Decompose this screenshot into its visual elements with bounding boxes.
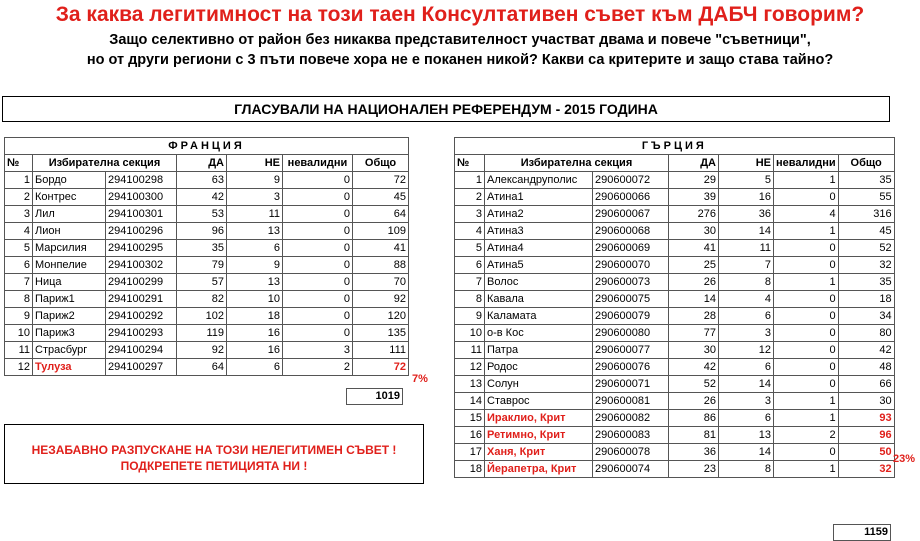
callout-line-1: НЕЗАБАВНО РАЗПУСКАНЕ НА ТОЗИ НЕЛЕГИТИМЕН СЪВЕТ ! bbox=[31, 443, 397, 457]
row-total: 50 bbox=[838, 444, 894, 461]
row-yes: 276 bbox=[669, 206, 719, 223]
france-table bbox=[4, 137, 409, 376]
row-yes: 64 bbox=[177, 359, 227, 376]
row-city: Тулуза bbox=[33, 359, 106, 376]
row-yes: 29 bbox=[669, 172, 719, 189]
france-title: ФРАНЦИЯ bbox=[5, 138, 409, 155]
table-row bbox=[5, 257, 409, 274]
row-code: 290600078 bbox=[593, 444, 669, 461]
row-number: 7 bbox=[455, 274, 485, 291]
row-total: 45 bbox=[353, 189, 409, 206]
row-no: 18 bbox=[227, 308, 283, 325]
row-city: Ханя, Крит bbox=[485, 444, 593, 461]
table-row bbox=[455, 461, 895, 478]
row-yes: 30 bbox=[669, 342, 719, 359]
row-invalid: 0 bbox=[283, 240, 353, 257]
row-code: 290600082 bbox=[593, 410, 669, 427]
row-total: 120 bbox=[353, 308, 409, 325]
row-total: 30 bbox=[838, 393, 894, 410]
row-number: 11 bbox=[5, 342, 33, 359]
col-yes: ДА bbox=[177, 155, 227, 172]
row-code: 290600081 bbox=[593, 393, 669, 410]
row-no: 11 bbox=[719, 240, 774, 257]
row-total: 64 bbox=[353, 206, 409, 223]
row-city: Атина4 bbox=[485, 240, 593, 257]
row-total: 316 bbox=[838, 206, 894, 223]
col-total: Общо bbox=[353, 155, 409, 172]
row-total: 72 bbox=[353, 172, 409, 189]
row-city: Париж3 bbox=[33, 325, 106, 342]
row-no: 5 bbox=[719, 172, 774, 189]
row-code: 290600068 bbox=[593, 223, 669, 240]
row-yes: 82 bbox=[177, 291, 227, 308]
row-invalid: 0 bbox=[283, 189, 353, 206]
row-code: 294100291 bbox=[106, 291, 177, 308]
row-city: Родос bbox=[485, 359, 593, 376]
row-number: 12 bbox=[455, 359, 485, 376]
row-city: Марсилия bbox=[33, 240, 106, 257]
row-no: 6 bbox=[719, 308, 774, 325]
row-no: 7 bbox=[719, 257, 774, 274]
row-code: 294100292 bbox=[106, 308, 177, 325]
row-city: о-в Кос bbox=[485, 325, 593, 342]
row-total: 32 bbox=[838, 257, 894, 274]
row-invalid: 0 bbox=[283, 308, 353, 325]
table-row bbox=[455, 393, 895, 410]
table-row bbox=[455, 325, 895, 342]
table-row bbox=[455, 427, 895, 444]
table-row bbox=[5, 359, 409, 376]
row-no: 16 bbox=[719, 189, 774, 206]
col-no: НЕ bbox=[719, 155, 774, 172]
row-yes: 25 bbox=[669, 257, 719, 274]
row-yes: 42 bbox=[177, 189, 227, 206]
table-row bbox=[455, 257, 895, 274]
row-total: 66 bbox=[838, 376, 894, 393]
row-number: 2 bbox=[455, 189, 485, 206]
row-code: 294100301 bbox=[106, 206, 177, 223]
row-code: 290600067 bbox=[593, 206, 669, 223]
row-yes: 14 bbox=[669, 291, 719, 308]
row-no: 9 bbox=[227, 257, 283, 274]
table-row bbox=[455, 291, 895, 308]
subtitle-line-1: Защо селективно от район без никаква представителност участват двама и повече "съветници", bbox=[109, 32, 811, 48]
row-yes: 52 bbox=[669, 376, 719, 393]
row-code: 290600079 bbox=[593, 308, 669, 325]
table-row bbox=[5, 189, 409, 206]
table-row bbox=[5, 274, 409, 291]
row-city: Атина3 bbox=[485, 223, 593, 240]
row-invalid: 0 bbox=[283, 172, 353, 189]
row-number: 15 bbox=[455, 410, 485, 427]
row-number: 8 bbox=[5, 291, 33, 308]
row-no: 8 bbox=[719, 274, 774, 291]
row-yes: 36 bbox=[669, 444, 719, 461]
row-number: 9 bbox=[5, 308, 33, 325]
row-code: 294100300 bbox=[106, 189, 177, 206]
row-city: Контрес bbox=[33, 189, 106, 206]
row-no: 11 bbox=[227, 206, 283, 223]
row-invalid: 3 bbox=[283, 342, 353, 359]
table-row bbox=[5, 342, 409, 359]
row-yes: 96 bbox=[177, 223, 227, 240]
row-code: 290600077 bbox=[593, 342, 669, 359]
row-total: 93 bbox=[838, 410, 894, 427]
row-no: 10 bbox=[227, 291, 283, 308]
row-total: 32 bbox=[838, 461, 894, 478]
row-invalid: 0 bbox=[774, 240, 839, 257]
row-code: 294100295 bbox=[106, 240, 177, 257]
table-row bbox=[455, 274, 895, 291]
row-no: 6 bbox=[719, 410, 774, 427]
row-city: Бордо bbox=[33, 172, 106, 189]
col-section: Избирателна секция bbox=[33, 155, 177, 172]
row-yes: 39 bbox=[669, 189, 719, 206]
row-number: 14 bbox=[455, 393, 485, 410]
row-yes: 26 bbox=[669, 393, 719, 410]
row-no: 16 bbox=[227, 342, 283, 359]
col-total: Общо bbox=[838, 155, 894, 172]
row-code: 294100302 bbox=[106, 257, 177, 274]
row-number: 1 bbox=[5, 172, 33, 189]
row-number: 18 bbox=[455, 461, 485, 478]
row-number: 13 bbox=[455, 376, 485, 393]
col-invalid: невалидни bbox=[774, 155, 839, 172]
row-invalid: 1 bbox=[774, 461, 839, 478]
row-city: Ретимно, Крит bbox=[485, 427, 593, 444]
row-invalid: 4 bbox=[774, 206, 839, 223]
row-no: 13 bbox=[719, 427, 774, 444]
row-number: 16 bbox=[455, 427, 485, 444]
row-number: 9 bbox=[455, 308, 485, 325]
row-invalid: 0 bbox=[774, 189, 839, 206]
row-city: Каламата bbox=[485, 308, 593, 325]
row-code: 290600074 bbox=[593, 461, 669, 478]
row-invalid: 0 bbox=[774, 257, 839, 274]
table-row bbox=[455, 172, 895, 189]
row-code: 290600066 bbox=[593, 189, 669, 206]
row-invalid: 1 bbox=[774, 410, 839, 427]
row-total: 92 bbox=[353, 291, 409, 308]
col-yes: ДА bbox=[669, 155, 719, 172]
col-num: № bbox=[5, 155, 33, 172]
row-invalid: 1 bbox=[774, 223, 839, 240]
row-no: 6 bbox=[227, 359, 283, 376]
row-code: 290600073 bbox=[593, 274, 669, 291]
row-yes: 23 bbox=[669, 461, 719, 478]
row-no: 13 bbox=[227, 223, 283, 240]
table-row bbox=[455, 342, 895, 359]
row-invalid: 2 bbox=[774, 427, 839, 444]
row-no: 6 bbox=[719, 359, 774, 376]
row-yes: 57 bbox=[177, 274, 227, 291]
row-code: 294100299 bbox=[106, 274, 177, 291]
row-city: Волос bbox=[485, 274, 593, 291]
row-code: 290600070 bbox=[593, 257, 669, 274]
row-yes: 53 bbox=[177, 206, 227, 223]
row-city: Монпелие bbox=[33, 257, 106, 274]
table-row bbox=[455, 359, 895, 376]
row-total: 45 bbox=[838, 223, 894, 240]
greece-table bbox=[454, 137, 895, 478]
row-total: 35 bbox=[838, 172, 894, 189]
row-total: 111 bbox=[353, 342, 409, 359]
row-yes: 42 bbox=[669, 359, 719, 376]
col-num: № bbox=[455, 155, 485, 172]
row-yes: 86 bbox=[669, 410, 719, 427]
row-no: 13 bbox=[227, 274, 283, 291]
row-invalid: 1 bbox=[774, 393, 839, 410]
table-row bbox=[5, 308, 409, 325]
row-number: 10 bbox=[5, 325, 33, 342]
row-code: 290600072 bbox=[593, 172, 669, 189]
row-yes: 79 bbox=[177, 257, 227, 274]
row-code: 290600075 bbox=[593, 291, 669, 308]
row-number: 17 bbox=[455, 444, 485, 461]
row-city: Лил bbox=[33, 206, 106, 223]
row-number: 10 bbox=[455, 325, 485, 342]
row-no: 14 bbox=[719, 444, 774, 461]
table-row bbox=[455, 410, 895, 427]
row-invalid: 0 bbox=[774, 308, 839, 325]
row-no: 36 bbox=[719, 206, 774, 223]
row-total: 48 bbox=[838, 359, 894, 376]
row-invalid: 0 bbox=[774, 376, 839, 393]
page-title: За каква легитимност на този таен Консултативен съвет към ДАБЧ говорим? bbox=[55, 3, 865, 26]
row-yes: 41 bbox=[669, 240, 719, 257]
row-yes: 28 bbox=[669, 308, 719, 325]
row-code: 290600083 bbox=[593, 427, 669, 444]
row-total: 88 bbox=[353, 257, 409, 274]
row-no: 3 bbox=[719, 393, 774, 410]
row-total: 72 bbox=[353, 359, 409, 376]
row-no: 6 bbox=[227, 240, 283, 257]
row-invalid: 0 bbox=[283, 223, 353, 240]
table-row bbox=[5, 325, 409, 342]
row-total: 41 bbox=[353, 240, 409, 257]
row-number: 11 bbox=[455, 342, 485, 359]
row-number: 4 bbox=[455, 223, 485, 240]
row-yes: 77 bbox=[669, 325, 719, 342]
row-yes: 26 bbox=[669, 274, 719, 291]
row-no: 3 bbox=[719, 325, 774, 342]
row-yes: 119 bbox=[177, 325, 227, 342]
row-yes: 30 bbox=[669, 223, 719, 240]
row-no: 14 bbox=[719, 376, 774, 393]
table-row bbox=[455, 376, 895, 393]
col-section: Избирателна секция bbox=[485, 155, 669, 172]
table-row bbox=[5, 291, 409, 308]
row-yes: 102 bbox=[177, 308, 227, 325]
table-row bbox=[5, 240, 409, 257]
row-total: 135 bbox=[353, 325, 409, 342]
table-row bbox=[455, 308, 895, 325]
col-no: НЕ bbox=[227, 155, 283, 172]
row-code: 294100298 bbox=[106, 172, 177, 189]
row-total: 35 bbox=[838, 274, 894, 291]
row-code: 294100293 bbox=[106, 325, 177, 342]
row-code: 294100296 bbox=[106, 223, 177, 240]
table-row bbox=[455, 189, 895, 206]
row-city: Александруполис bbox=[485, 172, 593, 189]
row-number: 3 bbox=[5, 206, 33, 223]
table-row bbox=[5, 206, 409, 223]
row-code: 294100297 bbox=[106, 359, 177, 376]
row-invalid: 1 bbox=[774, 172, 839, 189]
table-row bbox=[5, 223, 409, 240]
row-number: 8 bbox=[455, 291, 485, 308]
referendum-banner: ГЛАСУВАЛИ НА НАЦИОНАЛЕН РЕФЕРЕНДУМ - 2015 ГОДИНА bbox=[2, 96, 890, 122]
row-number: 12 bbox=[5, 359, 33, 376]
row-city: Кавала bbox=[485, 291, 593, 308]
row-total: 96 bbox=[838, 427, 894, 444]
row-invalid: 0 bbox=[774, 325, 839, 342]
row-number: 6 bbox=[5, 257, 33, 274]
row-invalid: 0 bbox=[283, 274, 353, 291]
callout-line-2: ПОДКРЕПЕТЕ ПЕТИЦИЯТА НИ ! bbox=[120, 459, 308, 473]
table-row bbox=[455, 240, 895, 257]
france-percent-label: 7% bbox=[412, 373, 428, 385]
col-invalid: невалидни bbox=[283, 155, 353, 172]
row-number: 6 bbox=[455, 257, 485, 274]
greece-title: ГЪРЦИЯ bbox=[455, 138, 895, 155]
row-city: Ставрос bbox=[485, 393, 593, 410]
row-city: Атина2 bbox=[485, 206, 593, 223]
row-city: Атина5 bbox=[485, 257, 593, 274]
row-city: Йерапетра, Крит bbox=[485, 461, 593, 478]
row-city: Атина1 bbox=[485, 189, 593, 206]
subtitle-line-2: но от други региони с 3 пъти повече хора не е поканен никой? Какви са критерите и защо става тайно? bbox=[86, 52, 834, 68]
row-total: 70 bbox=[353, 274, 409, 291]
row-city: Патра bbox=[485, 342, 593, 359]
row-number: 5 bbox=[455, 240, 485, 257]
row-total: 34 bbox=[838, 308, 894, 325]
row-city: Ница bbox=[33, 274, 106, 291]
row-invalid: 0 bbox=[283, 206, 353, 223]
row-no: 8 bbox=[719, 461, 774, 478]
row-total: 18 bbox=[838, 291, 894, 308]
row-code: 290600080 bbox=[593, 325, 669, 342]
row-number: 5 bbox=[5, 240, 33, 257]
row-no: 16 bbox=[227, 325, 283, 342]
row-number: 4 bbox=[5, 223, 33, 240]
row-code: 290600076 bbox=[593, 359, 669, 376]
row-invalid: 2 bbox=[283, 359, 353, 376]
row-no: 9 bbox=[227, 172, 283, 189]
row-invalid: 0 bbox=[774, 342, 839, 359]
row-number: 1 bbox=[455, 172, 485, 189]
row-no: 4 bbox=[719, 291, 774, 308]
row-yes: 35 bbox=[177, 240, 227, 257]
row-number: 2 bbox=[5, 189, 33, 206]
greece-percent-label: 23% bbox=[893, 453, 916, 465]
table-row bbox=[5, 172, 409, 189]
row-no: 3 bbox=[227, 189, 283, 206]
row-total: 109 bbox=[353, 223, 409, 240]
row-city: Лион bbox=[33, 223, 106, 240]
row-total: 55 bbox=[838, 189, 894, 206]
france-grand-total: 1019 bbox=[346, 388, 403, 405]
row-code: 290600069 bbox=[593, 240, 669, 257]
row-yes: 92 bbox=[177, 342, 227, 359]
row-total: 42 bbox=[838, 342, 894, 359]
row-total: 52 bbox=[838, 240, 894, 257]
row-code: 294100294 bbox=[106, 342, 177, 359]
row-invalid: 1 bbox=[774, 274, 839, 291]
row-city: Солун bbox=[485, 376, 593, 393]
row-city: Страсбург bbox=[33, 342, 106, 359]
row-no: 14 bbox=[719, 223, 774, 240]
row-city: Париж1 bbox=[33, 291, 106, 308]
row-city: Париж2 bbox=[33, 308, 106, 325]
row-code: 290600071 bbox=[593, 376, 669, 393]
table-row bbox=[455, 444, 895, 461]
row-invalid: 0 bbox=[774, 291, 839, 308]
row-invalid: 0 bbox=[283, 291, 353, 308]
row-yes: 63 bbox=[177, 172, 227, 189]
row-total: 80 bbox=[838, 325, 894, 342]
table-row bbox=[455, 206, 895, 223]
petition-callout bbox=[4, 424, 424, 484]
row-number: 3 bbox=[455, 206, 485, 223]
row-number: 7 bbox=[5, 274, 33, 291]
row-no: 12 bbox=[719, 342, 774, 359]
row-invalid: 0 bbox=[774, 444, 839, 461]
row-invalid: 0 bbox=[283, 257, 353, 274]
greece-grand-total: 1159 bbox=[833, 524, 891, 541]
row-city: Ираклио, Крит bbox=[485, 410, 593, 427]
row-invalid: 0 bbox=[283, 325, 353, 342]
table-row bbox=[455, 223, 895, 240]
row-yes: 81 bbox=[669, 427, 719, 444]
row-invalid: 0 bbox=[774, 359, 839, 376]
